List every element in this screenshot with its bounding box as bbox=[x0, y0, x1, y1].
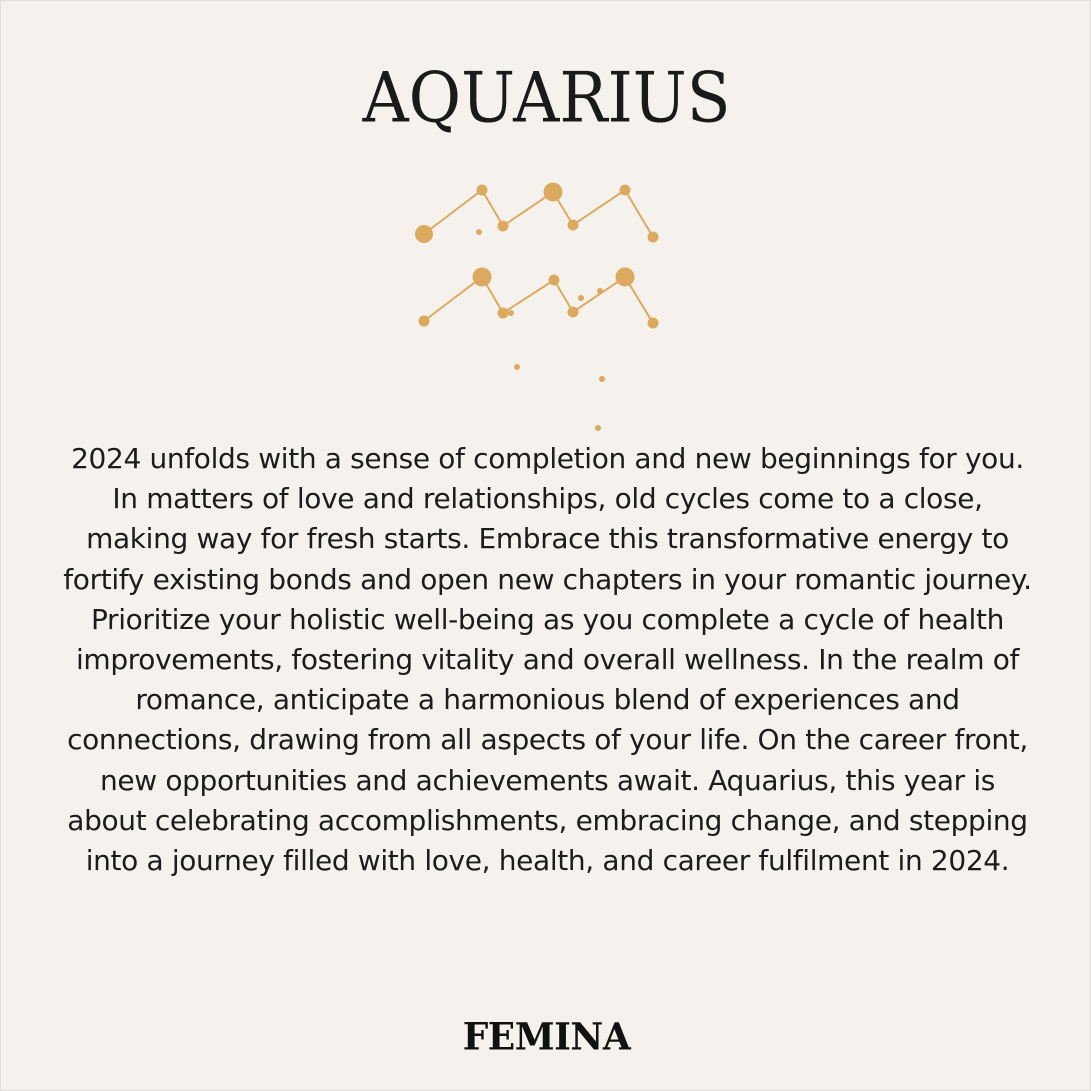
star bbox=[549, 275, 560, 286]
star bbox=[498, 308, 509, 319]
star bbox=[599, 376, 605, 382]
star bbox=[597, 288, 603, 294]
star bbox=[415, 225, 433, 243]
upper-wave-line bbox=[424, 190, 653, 237]
star bbox=[544, 183, 563, 202]
star bbox=[477, 185, 488, 196]
star bbox=[648, 232, 659, 243]
sign-title: AQUARIUS bbox=[362, 59, 731, 139]
constellation-lines bbox=[424, 190, 653, 323]
aquarius-constellation-icon bbox=[1, 1, 1091, 441]
star bbox=[514, 364, 520, 370]
star bbox=[476, 229, 482, 235]
star bbox=[568, 307, 579, 318]
star bbox=[419, 316, 430, 327]
star bbox=[508, 310, 514, 316]
star bbox=[648, 318, 659, 329]
star bbox=[578, 295, 584, 301]
star bbox=[568, 220, 579, 231]
constellation-stars bbox=[415, 183, 659, 432]
star bbox=[620, 185, 631, 196]
star bbox=[595, 425, 601, 431]
star bbox=[616, 268, 635, 287]
star bbox=[473, 268, 492, 287]
star bbox=[498, 221, 509, 232]
brand-logo: FEMINA bbox=[462, 1014, 631, 1060]
horoscope-text: 2024 unfolds with a sense of completion and new beginnings for you. In matters of love and relationships, old cycles come to a close, making way for fresh starts. Embrace this transformative energy to fortify existing bonds and open new chapters in your romantic journey. Prioritize your holistic well-being as you complete a cycle of health improvements, fostering vitality and overall wellness. In the realm of romance, anticipate a harmonious blend of experiences and connections, drawing from all aspects of your life. On the career front, new opportunities and achievements await. Aquarius, this year is about celebrating accomplishments, embracing change, and stepping into a journey filled with love, health, and career fulfilment in 2024. bbox=[63, 442, 1032, 878]
